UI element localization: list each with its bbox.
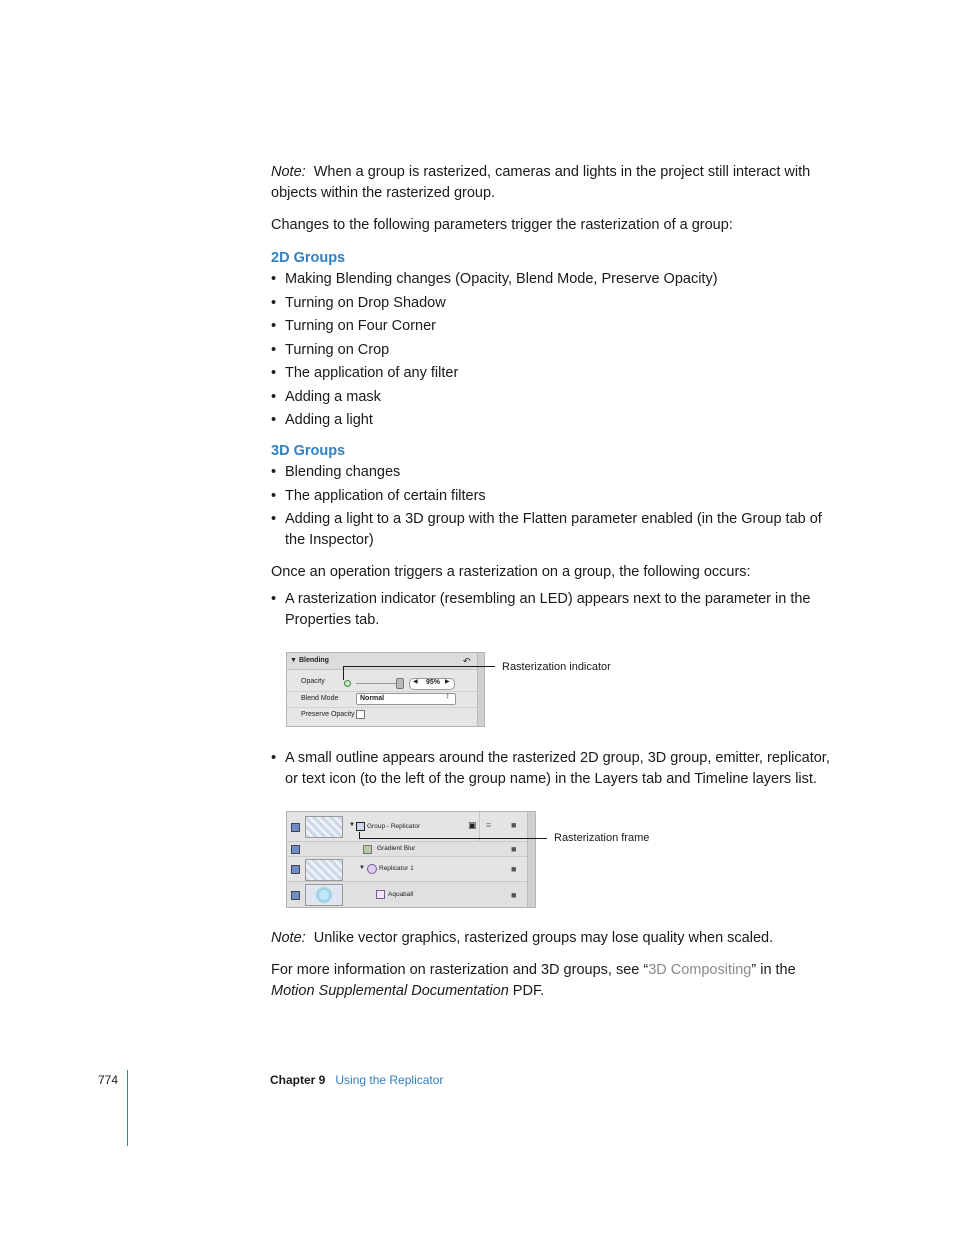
more-info-text: ” in the	[751, 962, 796, 978]
opacity-slider-thumb[interactable]	[396, 678, 404, 689]
rasterization-indicator-led	[344, 680, 351, 687]
lock-icon[interactable]: ■	[511, 844, 517, 854]
blending-panel-screenshot	[286, 652, 485, 727]
cell-icon	[376, 890, 385, 899]
layer-thumbnail	[305, 859, 343, 881]
disclosure-triangle-icon[interactable]: ▼	[359, 865, 365, 871]
table-row[interactable]	[287, 882, 527, 907]
flatten-icon: ▣	[468, 820, 477, 830]
callout-line	[343, 666, 495, 667]
layer-thumbnail	[305, 884, 343, 906]
page-content	[271, 162, 831, 631]
lock-icon[interactable]: ■	[511, 890, 517, 900]
list-item: • The application of certain filters	[271, 486, 831, 507]
layer-checkbox[interactable]	[291, 865, 300, 874]
more-info-paragraph	[271, 960, 831, 1002]
layer-checkbox[interactable]	[291, 845, 300, 854]
disclosure-triangle-icon[interactable]: ▼	[349, 822, 355, 828]
3d-compositing-link[interactable]: 3D Compositing	[648, 962, 752, 978]
list-item: • Making Blending changes (Opacity, Blend Mode, Preserve Opacity)	[271, 269, 831, 290]
intro-paragraph: Changes to the following parameters trigger the rasterization of a group:	[271, 217, 733, 233]
more-info-text: PDF.	[508, 983, 545, 999]
note-paragraph	[271, 162, 831, 204]
note-text: Unlike vector graphics, rasterized groups may lose quality when scaled.	[313, 930, 774, 946]
row-divider	[287, 691, 484, 692]
scrollbar[interactable]	[527, 812, 536, 907]
chapter-title-link[interactable]: Using the Replicator	[335, 1073, 444, 1087]
callout-line	[359, 838, 547, 839]
list-item: • Turning on Crop	[271, 340, 831, 361]
layer-name: Group - Replicator	[367, 823, 421, 830]
row-divider	[287, 707, 484, 708]
list-item: • Adding a mask	[271, 387, 831, 408]
blend-mode-label: Blend Mode	[301, 695, 339, 702]
chevron-updown-icon: ↕	[446, 693, 450, 700]
increment-arrow-icon[interactable]: ▶	[445, 679, 450, 685]
replicator-icon	[367, 864, 377, 874]
preserve-opacity-label: Preserve Opacity	[301, 711, 355, 718]
list-item: • Adding a light to a 3D group with the Flatten parameter enabled (in the Group tab of the Inspector)	[271, 509, 831, 551]
heading-3d-groups: 3D Groups	[271, 443, 346, 459]
heading-2d-groups: 2D Groups	[271, 250, 346, 266]
layers-list-screenshot	[286, 811, 536, 908]
more-info-text: For more information on rasterization and 3D groups, see “	[271, 962, 649, 978]
page-number: 774	[98, 1073, 119, 1087]
callout-rasterization-frame: Rasterization frame	[554, 832, 650, 844]
list-3d-groups	[271, 462, 831, 551]
decrement-arrow-icon[interactable]: ◀	[413, 679, 418, 685]
lower-content	[271, 928, 831, 1002]
document-title: Motion Supplemental Documentation	[271, 983, 509, 999]
footer-chapter	[270, 1073, 443, 1087]
layer-name: Replicator 1	[379, 865, 414, 872]
list-indicator	[271, 589, 831, 631]
disclosure-triangle-icon: ▼	[290, 657, 297, 664]
list-item: • Adding a light	[271, 410, 831, 431]
layer-checkbox[interactable]	[291, 891, 300, 900]
group-icon	[356, 822, 365, 831]
note-label: Note:	[271, 164, 306, 180]
callout-line	[343, 666, 344, 680]
table-row[interactable]	[287, 857, 527, 882]
reset-icon: ↶	[463, 656, 471, 666]
lock-icon[interactable]: ■	[511, 864, 517, 874]
layer-checkbox[interactable]	[291, 823, 300, 832]
note-label: Note:	[271, 930, 306, 946]
blending-section-label: Blending	[299, 657, 329, 664]
layer-name: Gradient Blur	[377, 845, 416, 852]
preserve-opacity-checkbox[interactable]	[356, 710, 365, 719]
list-outline	[271, 748, 831, 790]
callout-rasterization-indicator: Rasterization indicator	[502, 661, 611, 673]
list-item: • Turning on Drop Shadow	[271, 293, 831, 314]
note-paragraph	[271, 928, 831, 949]
callout-line	[359, 832, 360, 839]
blend-mode-value: Normal	[360, 695, 385, 702]
list-item: • A rasterization indicator (resembling an LED) appears next to the parameter in the Properties tab.	[271, 589, 831, 631]
list-item: • The application of any filter	[271, 363, 831, 384]
layers-icon: ≡	[486, 820, 492, 830]
footer-rule	[127, 1070, 128, 1146]
opacity-slider-track[interactable]	[356, 683, 401, 684]
layers-rows	[287, 812, 527, 907]
table-row[interactable]	[287, 842, 527, 857]
list-item: • A small outline appears around the rasterized 2D group, 3D group, emitter, replicator, or text icon (to the left of the group name) in the Layers tab and Timeline layers list.	[271, 748, 831, 790]
outline-bullet-block	[271, 748, 831, 790]
lock-icon[interactable]: ■	[511, 820, 517, 830]
list-item: • Blending changes	[271, 462, 831, 483]
opacity-value: 95%	[426, 679, 441, 686]
layer-thumbnail	[305, 816, 343, 838]
chapter-label: Chapter 9	[270, 1073, 326, 1087]
opacity-label: Opacity	[301, 678, 325, 685]
filter-icon	[363, 845, 372, 854]
once-paragraph: Once an operation triggers a rasterization on a group, the following occurs:	[271, 564, 751, 580]
note-text: When a group is rasterized, cameras and lights in the project still interact with objects within the rasterized group.	[271, 164, 811, 201]
list-2d-groups	[271, 269, 831, 431]
scrollbar[interactable]	[477, 653, 485, 726]
list-item: • Turning on Four Corner	[271, 316, 831, 337]
layer-name: Aquaball	[388, 891, 414, 898]
